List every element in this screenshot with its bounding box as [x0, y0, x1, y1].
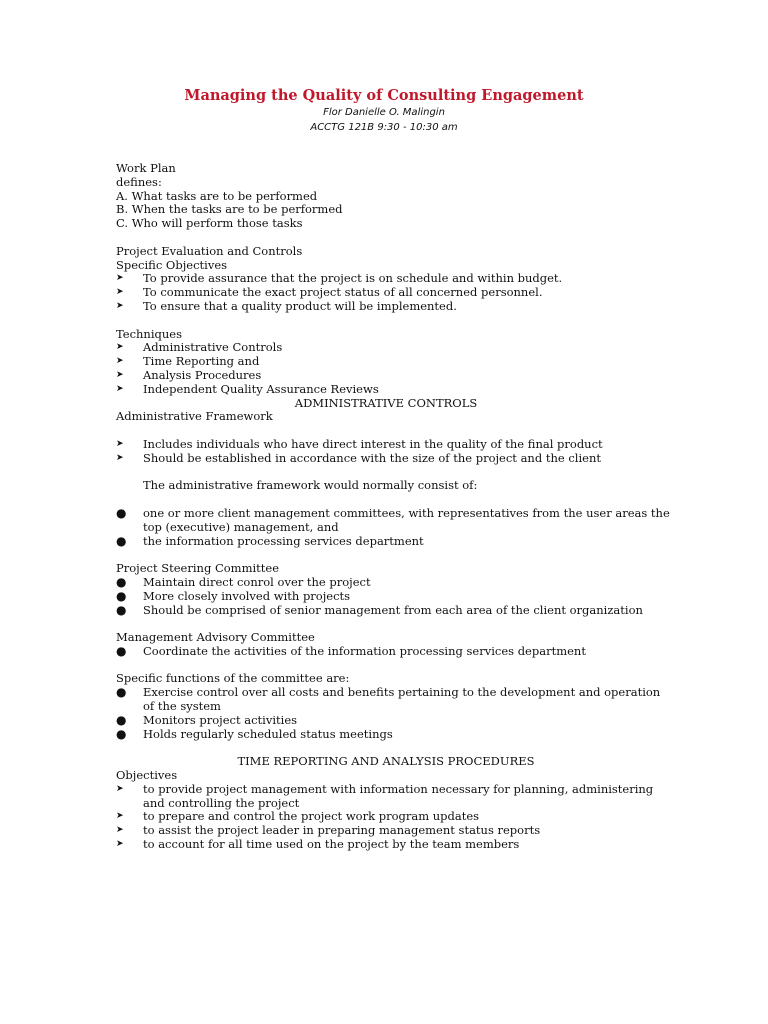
arrow-bullet-icon: ➤	[116, 438, 124, 449]
document-body	[116, 161, 670, 852]
list-item: ● More closely involved with projects	[116, 588, 351, 603]
arrow-bullet-icon: ➤	[116, 342, 124, 353]
list-item: ➤ to provide project management with information necessary for planning, administering and controlling the project	[116, 781, 654, 810]
arrow-bullet-icon: ➤	[116, 369, 124, 380]
dot-bullet-icon: ●	[116, 643, 127, 658]
dot-bullet-icon: ●	[116, 712, 127, 727]
list-item: ➤ to prepare and control the project work program updates	[116, 809, 480, 824]
arrow-bullet-icon: ➤	[116, 811, 124, 822]
list-item: ● Holds regularly scheduled status meetings	[116, 726, 393, 741]
list-item: ● Exercise control over all costs and benefits pertaining to the development and operation of the system	[116, 685, 661, 714]
dot-bullet-icon: ●	[116, 574, 127, 589]
dot-bullet-icon: ●	[116, 505, 127, 520]
arrow-bullet-icon: ➤	[116, 839, 124, 850]
admin-framework-heading: Administrative Framework	[116, 409, 273, 424]
list-item: ● Maintain direct conrol over the project	[116, 574, 371, 589]
list-item: ➤ To provide assurance that the project is on schedule and within budget.	[116, 271, 563, 286]
list-item: ➤ Should be established in accordance with the size of the project and the client	[116, 450, 601, 465]
work-plan-item: C. Who will perform those tasks	[116, 216, 303, 231]
list-item: ➤ to assist the project leader in preparing management status reports	[116, 823, 541, 838]
author-name: Flor Danielle O. Malingin	[323, 107, 445, 118]
dot-bullet-icon: ●	[116, 533, 127, 548]
time-section-heading: TIME REPORTING AND ANALYSIS PROCEDURES	[237, 754, 535, 769]
arrow-bullet-icon: ➤	[116, 783, 124, 794]
list-item: ➤ Administrative Controls	[116, 340, 283, 355]
list-item: ● Monitors project activities	[116, 712, 298, 727]
evaluation-subheading: Specific Objectives	[116, 257, 228, 272]
document-title: Managing the Quality of Consulting Engagement	[184, 87, 584, 104]
dot-bullet-icon: ●	[116, 726, 127, 741]
arrow-bullet-icon: ➤	[116, 300, 124, 311]
list-item: ● the information processing services department	[116, 533, 424, 548]
arrow-bullet-icon: ➤	[116, 287, 124, 298]
evaluation-heading: Project Evaluation and Controls	[116, 243, 303, 258]
dot-bullet-icon: ●	[116, 602, 127, 617]
arrow-bullet-icon: ➤	[116, 383, 124, 394]
list-item: ➤ Time Reporting and	[116, 354, 260, 369]
work-plan-heading: Work Plan	[116, 161, 176, 175]
list-item: ➤ To ensure that a quality product will be implemented.	[116, 298, 457, 313]
list-item: ➤ To communicate the exact project status of all concerned personnel.	[116, 285, 543, 300]
admin-consist-text: The administrative framework would normally consist of:	[143, 478, 478, 493]
work-plan-item: B. When the tasks are to be performed	[116, 202, 343, 217]
course-info: ACCTG 121B 9:30 - 10:30 am	[310, 122, 458, 133]
list-item: ● one or more client management committees, with representatives from the user areas the top (executive) management, and	[116, 505, 670, 534]
work-plan-defines: defines:	[116, 174, 162, 189]
list-item: ➤ to account for all time used on the project by the team members	[116, 837, 520, 852]
dot-bullet-icon: ●	[116, 685, 127, 700]
list-item: ➤ Includes individuals who have direct interest in the quality of the final product	[116, 436, 603, 451]
functions-heading: Specific functions of the committee are:	[116, 671, 350, 686]
objectives-heading: Objectives	[116, 768, 178, 783]
work-plan-item: A. What tasks are to be performed	[116, 188, 318, 203]
list-item: ● Coordinate the activities of the information processing services department	[116, 643, 586, 658]
arrow-bullet-icon: ➤	[116, 452, 124, 463]
list-item: ● Should be comprised of senior management from each area of the client organization	[116, 602, 643, 617]
list-item: ➤ Analysis Procedures	[116, 367, 262, 382]
dot-bullet-icon: ●	[116, 588, 127, 603]
arrow-bullet-icon: ➤	[116, 356, 124, 367]
list-item: ➤ Independent Quality Assurance Reviews	[116, 381, 379, 396]
advisory-heading: Management Advisory Committee	[116, 630, 315, 645]
techniques-heading: Techniques	[116, 326, 182, 341]
steering-heading: Project Steering Committee	[116, 561, 280, 576]
arrow-bullet-icon: ➤	[116, 273, 124, 284]
arrow-bullet-icon: ➤	[116, 825, 124, 836]
admin-section-heading: ADMINISTRATIVE CONTROLS	[294, 395, 478, 410]
